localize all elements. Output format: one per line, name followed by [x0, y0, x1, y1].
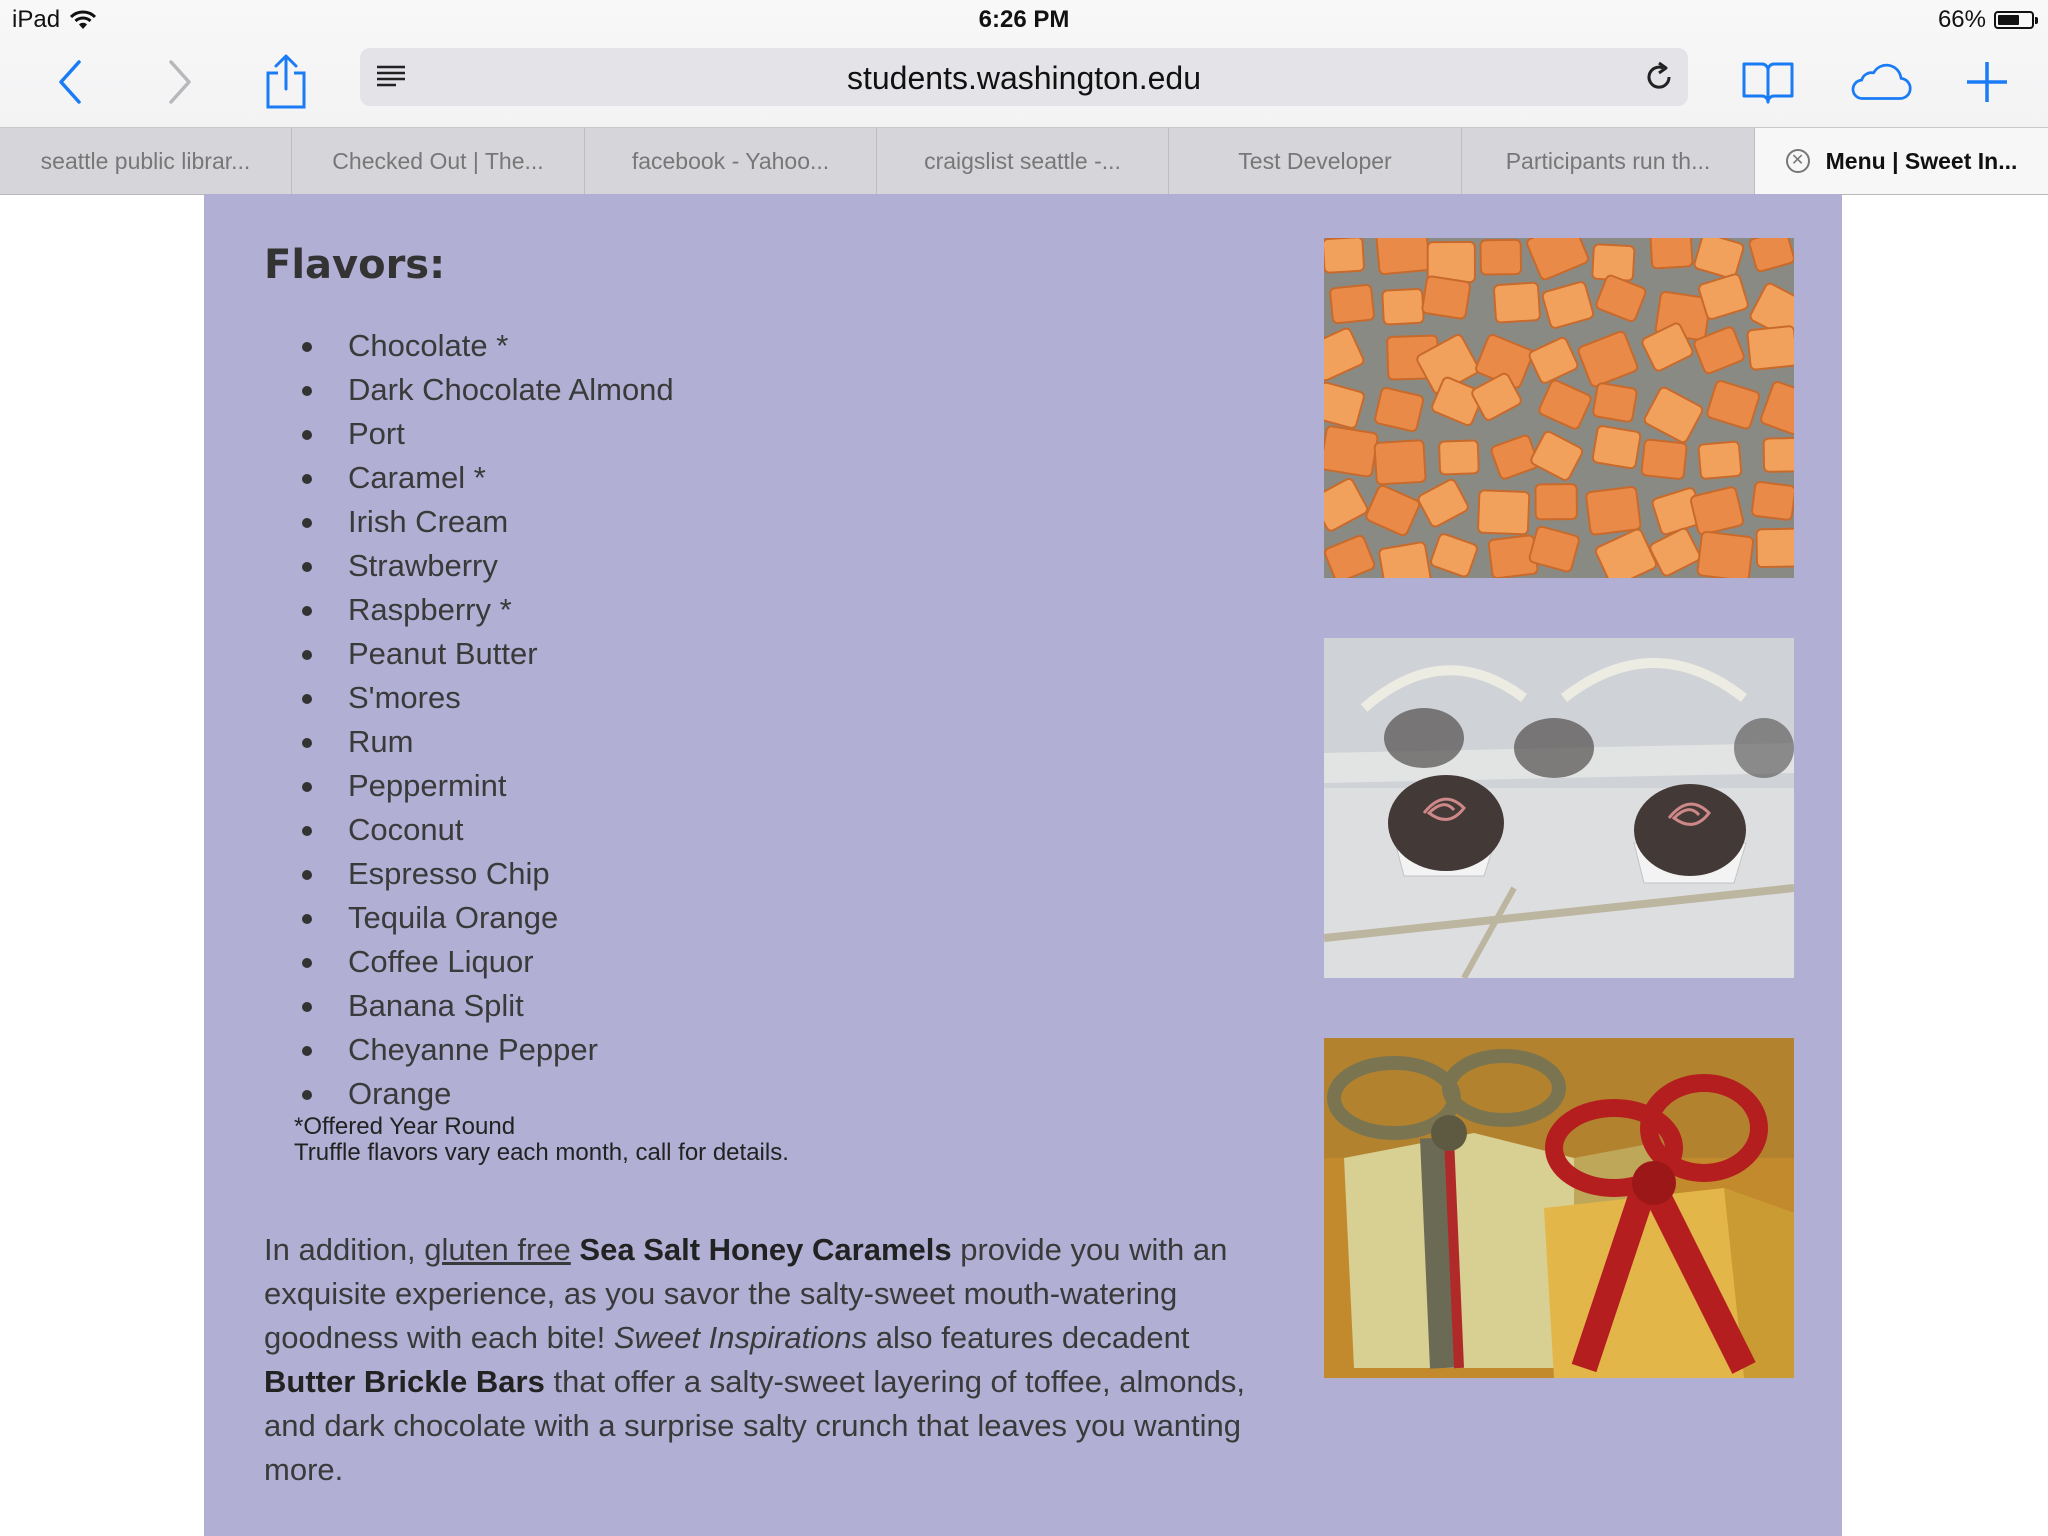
gift-scene: [1324, 1038, 1794, 1378]
caramel-piece: [1382, 289, 1424, 325]
flavors-heading: Flavors:: [264, 242, 446, 288]
tab-participants[interactable]: [1462, 128, 1755, 194]
flavor-item: Banana Split: [264, 984, 674, 1028]
tab-bar: [0, 127, 2048, 195]
footnotes: [294, 1114, 789, 1166]
share-icon: [264, 53, 308, 111]
flavor-item: Espresso Chip: [264, 852, 674, 896]
flavor-item: Orange: [264, 1072, 674, 1116]
share-button[interactable]: [254, 50, 318, 114]
flavor-item: Irish Cream: [264, 500, 674, 544]
device-name: iPad: [12, 6, 61, 33]
battery-icon: [1994, 11, 2034, 29]
chevron-left-icon: [55, 59, 85, 105]
intro-text: In addition,: [264, 1232, 425, 1267]
flavor-item: S'mores: [264, 676, 674, 720]
book-icon: [1741, 60, 1795, 104]
reload-icon[interactable]: [1642, 60, 1676, 94]
caramel-piece: [1422, 276, 1471, 319]
flavor-item: Raspberry *: [264, 588, 674, 632]
intro-text: that offer a salty-sweet layering of toffee, almonds, and dark chocolate with a surprise salty crunch that leaves you wanting more.: [264, 1364, 1246, 1487]
caramel-piece: [1480, 240, 1521, 275]
flavor-item: Dark Chocolate Almond: [264, 368, 674, 412]
flavor-item: Peanut Butter: [264, 632, 674, 676]
page-content: [204, 194, 1842, 1536]
browser-toolbar: [0, 42, 2048, 126]
address-bar[interactable]: [360, 48, 1688, 106]
bookmarks-button[interactable]: [1736, 50, 1800, 114]
footnote-monthly: Truffle flavors vary each month, call for details.: [294, 1139, 789, 1166]
tab-seattle-public-library[interactable]: [0, 128, 292, 194]
caramel-piece: [1698, 441, 1741, 479]
cloud-icon: [1848, 60, 1912, 104]
flavor-item: Tequila Orange: [264, 896, 674, 940]
truffles-photo: [1324, 638, 1794, 978]
status-time: 6:26 PM: [978, 6, 1070, 33]
icloud-tabs-button[interactable]: [1848, 50, 1912, 114]
caramel-piece: [1439, 440, 1479, 474]
tab-test-developer[interactable]: [1169, 128, 1462, 194]
caramel-piece: [1478, 490, 1530, 534]
tab-label: Participants run th...: [1505, 147, 1711, 174]
caramel-piece: [1697, 531, 1754, 578]
caramel-pieces: [1324, 238, 1794, 578]
caramels-photo: [1324, 238, 1794, 578]
flavor-item: Cheyanne Pepper: [264, 1028, 674, 1072]
tab-checked-out[interactable]: [292, 128, 585, 194]
caramel-piece: [1494, 282, 1540, 322]
tab-facebook-yahoo[interactable]: [585, 128, 877, 194]
browser-chrome: [0, 0, 2048, 194]
caramel-piece: [1764, 438, 1794, 472]
caramel-piece: [1650, 238, 1692, 269]
flavor-item: Peppermint: [264, 764, 674, 808]
intro-paragraph: [264, 1228, 1274, 1492]
flavor-item: Coconut: [264, 808, 674, 852]
footnote-year-round: *Offered Year Round: [294, 1113, 516, 1140]
caramel-piece: [1751, 481, 1794, 520]
flavor-item: Caramel *: [264, 456, 674, 500]
tab-label: craigslist seattle -...: [924, 147, 1121, 174]
caramel-piece: [1756, 529, 1794, 568]
tab-craigslist-seattle[interactable]: [877, 128, 1169, 194]
gift-boxes-photo: [1324, 1038, 1794, 1378]
tab-label: seattle public librar...: [40, 147, 251, 174]
status-right: [1938, 6, 2034, 34]
flavor-item: Port: [264, 412, 674, 456]
caramel-piece: [1593, 383, 1638, 423]
flavor-list: [264, 324, 674, 1116]
tab-label: Test Developer: [1238, 147, 1392, 174]
chevron-right-icon: [165, 59, 195, 105]
caramel-piece: [1535, 484, 1577, 519]
flavor-item: Strawberry: [264, 544, 674, 588]
caramel-piece: [1374, 440, 1425, 484]
caramel-piece: [1324, 426, 1378, 478]
caramel-piece: [1641, 439, 1687, 479]
caramel-piece: [1586, 486, 1641, 535]
caramel-piece: [1324, 238, 1364, 273]
butter-brickle-bars-text: Butter Brickle Bars: [264, 1364, 545, 1399]
caramel-piece: [1592, 425, 1641, 469]
tab-label: Menu | Sweet In...: [1825, 147, 2018, 174]
url-text: students.washington.edu: [846, 60, 1202, 96]
battery-level: [1998, 15, 2019, 25]
plus-icon: [1965, 60, 2009, 104]
tab-label: facebook - Yahoo...: [631, 147, 830, 174]
new-tab-button[interactable]: [1955, 50, 2019, 114]
tab-menu-sweet-inspirations[interactable]: [1755, 128, 2048, 194]
flavor-item: Rum: [264, 720, 674, 764]
caramel-piece: [1747, 326, 1794, 370]
status-bar: [0, 0, 2048, 42]
forward-button[interactable]: [148, 50, 212, 114]
battery-percent: 66%: [1937, 6, 1986, 33]
intro-text: provide you with an exquisite experience, as you savor the salty-sweet mouth-watering goodness with each bite!: [264, 1232, 1228, 1355]
tab-label: Checked Out | The...: [332, 147, 544, 174]
gluten-free-link[interactable]: gluten free: [424, 1232, 571, 1267]
flavor-item: Chocolate *: [264, 324, 674, 368]
truffle-scene: [1324, 638, 1794, 978]
caramel-piece: [1376, 238, 1430, 274]
sea-salt-caramels-text: Sea Salt Honey Caramels: [579, 1232, 952, 1267]
intro-text: also features decadent: [867, 1320, 1190, 1355]
close-tab-icon[interactable]: ✕: [1786, 149, 1810, 173]
back-button[interactable]: [38, 50, 102, 114]
flavor-item: Coffee Liquor: [264, 940, 674, 984]
brand-name-text: Sweet Inspirations: [613, 1320, 868, 1355]
caramel-piece: [1330, 284, 1375, 323]
